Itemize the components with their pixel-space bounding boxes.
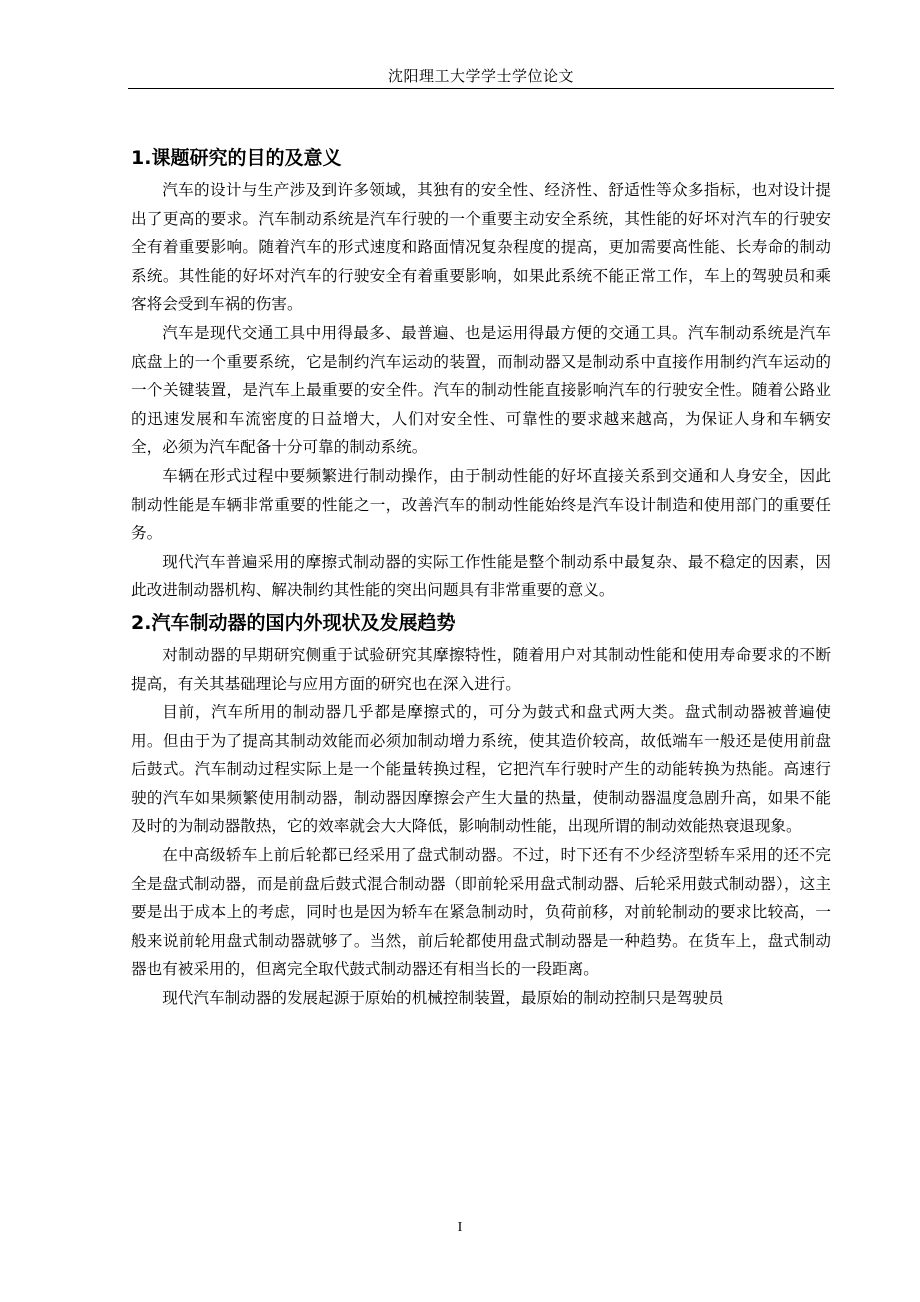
section-heading-2: 2.汽车制动器的国内外现状及发展趋势 — [131, 611, 456, 634]
paragraph: 在中高级轿车上前后轮都已经采用了盘式制动器。不过，时下还有不少经济型轿车采用的还不完全是盘式制动器，而是前盘后鼓式混合制动器（即前轮采用盘式制动器、后轮采用鼓式制动器），这主要是出于成本上的考虑，同时也是因为轿车在紧急制动时，负荷前移，对前轮制动的要求比较高，一般来说前轮用盘式制动器就够了。当然，前后轮都使用盘式制动器是一种趋势。在货车上，盘式制动器也有被采用的，但离完全取代鼓式制动器还有相当长的一段距离。 — [131, 846, 831, 979]
paragraph: 现代汽车普遍采用的摩擦式制动器的实际工作性能是整个制动系中最复杂、最不稳定的因素，因此改进制动器机构、解决制约其性能的突出问题具有非常重要的意义。 — [131, 552, 831, 600]
paragraph: 汽车的设计与生产涉及到许多领域，其独有的安全性、经济性、舒适性等众多指标，也对设计提出了更高的要求。汽车制动系统是汽车行驶的一个重要主动安全系统，其性能的好坏对汽车的行驶安全有着重要影响。随着汽车的形式速度和路面情况复杂程度的提高，更加需要高性能、长寿命的制动系统。其性能的好坏对汽车的行驶安全有着重要影响，如果此系统不能正常工作，车上的驾驶员和乘客将会受到车祸的伤害。 — [131, 181, 831, 314]
paragraph: 目前，汽车所用的制动器几乎都是摩擦式的，可分为鼓式和盘式两大类。盘式制动器被普遍使用。但由于为了提高其制动效能而必须加制动增力系统，使其造价较高，故低端车一般还是使用前盘后鼓式。汽车制动过程实际上是一个能量转换过程，它把汽车行驶时产生的动能转换为热能。高速行驶的汽车如果频繁使用制动器，制动器因摩擦会产生大量的热量，使制动器温度急剧升高，如果不能及时的为制动器散热，它的效率就会大大降低，影响制动性能，出现所谓的制动效能热衰退现象。 — [131, 703, 831, 836]
section-heading-1: 1.课题研究的目的及意义 — [131, 147, 342, 169]
page-content — [131, 140, 831, 1013]
header-rule — [128, 88, 834, 89]
page-number: I — [457, 1220, 463, 1235]
paragraph: 汽车是现代交通工具中用得最多、最普遍、也是运用得最方便的交通工具。汽车制动系统是汽车底盘上的一个重要系统，它是制约汽车运动的装置，而制动器又是制动系中直接作用制约汽车运动的一个关键装置，是汽车上最重要的安全件。汽车的制动性能直接影响汽车的行驶安全性。随着公路业的迅速发展和车流密度的日益增大，人们对安全性、可靠性的要求越来越高，为保证人身和车辆安全，必须为汽车配备十分可靠的制动系统。 — [131, 323, 831, 457]
paragraph: 对制动器的早期研究侧重于试验研究其摩擦特性，随着用户对其制动性能和使用寿命要求的不断提高，有关其基础理论与应用方面的研究也在深入进行。 — [131, 645, 831, 693]
paragraph: 现代汽车制动器的发展起源于原始的机械控制装置，最原始的制动控制只是驾驶员 — [162, 989, 724, 1008]
page-header: 沈阳理工大学学士学位论文 — [387, 67, 574, 85]
paragraph: 车辆在形式过程中要频繁进行制动操作，由于制动性能的好坏直接关系到交通和人身安全，因此制动性能是车辆非常重要的性能之一，改善汽车的制动性能始终是汽车设计制造和使用部门的重要任务。 — [131, 466, 831, 543]
